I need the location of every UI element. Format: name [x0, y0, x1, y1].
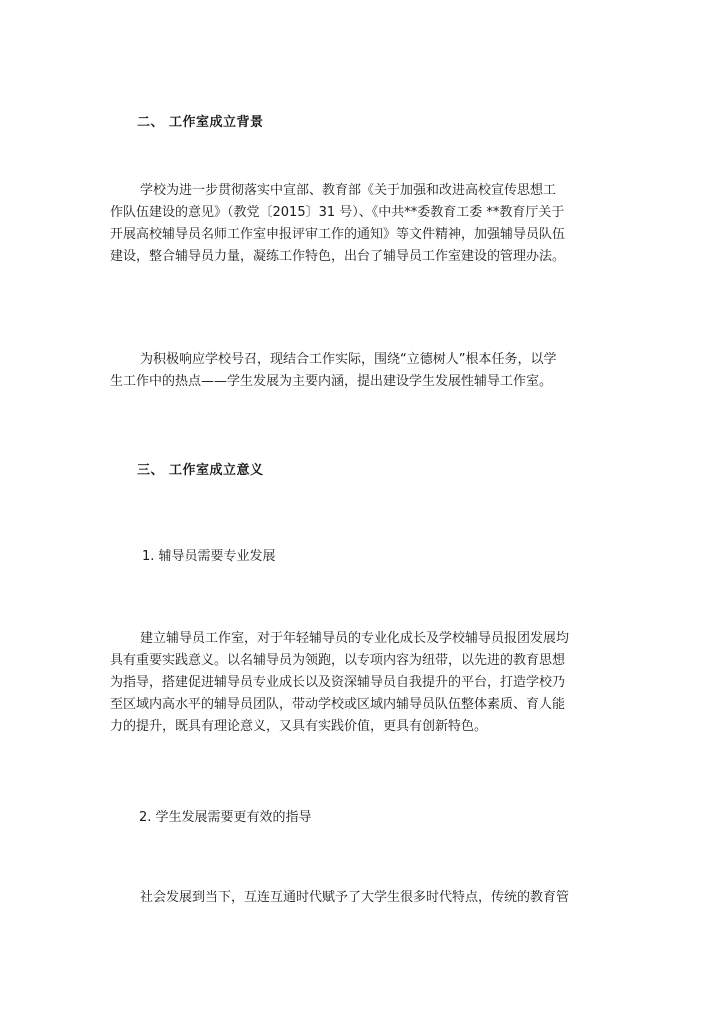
- paragraph-line: 生工作中的热点——学生发展为主要内涵，提出建设学生发展性辅导工作室。: [110, 374, 553, 389]
- subsection-2-heading: 2. 学生发展需要更有效的指导: [139, 810, 312, 825]
- paragraph-line: 开展高校辅导员名师工作室申报评审工作的通知》等文件精神，加强辅导员队伍: [110, 227, 566, 242]
- paragraph-line: 至区域内高水平的辅导员团队，带动学校或区域内辅导员队伍整体素质、育人能: [110, 697, 566, 712]
- section-2-heading: 二、 工作室成立背景: [137, 115, 264, 130]
- paragraph-line: 具有重要实践意义。以名辅导员为领跑，以专项内容为纽带，以先进的教育思想: [110, 653, 566, 668]
- paragraph-background-2: [110, 349, 616, 393]
- paragraph-line: 力的提升，既具有理论意义，又具有实践价值，更具有创新特色。: [110, 719, 488, 734]
- paragraph-background-1: [110, 180, 616, 268]
- section-3-heading: 三、 工作室成立意义: [137, 463, 264, 478]
- paragraph-line: 学校为进一步贯彻落实中宣部、教育部《关于加强和改进高校宣传思想工: [140, 183, 557, 198]
- paragraph-line: 建设，整合辅导员力量，凝练工作特色，出台了辅导员工作室建设的管理办法。: [110, 249, 566, 264]
- paragraph-line: 为积极响应学校号召，现结合工作实际，围绕“立德树人”根本任务，以学: [140, 352, 557, 367]
- paragraph-line: 为指导，搭建促进辅导员专业成长以及资深辅导员自我提升的平台，打造学校乃: [110, 675, 566, 690]
- paragraph-line: 社会发展到当下，互连互通时代赋予了大学生很多时代特点，传统的教育管: [140, 890, 570, 905]
- paragraph-meaning-1: [110, 628, 616, 738]
- paragraph-line: 建立辅导员工作室，对于年轻辅导员的专业化成长及学校辅导员报团发展均: [140, 631, 570, 646]
- subsection-1-heading: 1. 辅导员需要专业发展: [142, 549, 276, 564]
- paragraph-meaning-2: [110, 887, 616, 909]
- paragraph-line: 作队伍建设的意见》（教党〔2015〕31 号）、《中共**委教育工委 **教育厅关于: [110, 205, 565, 220]
